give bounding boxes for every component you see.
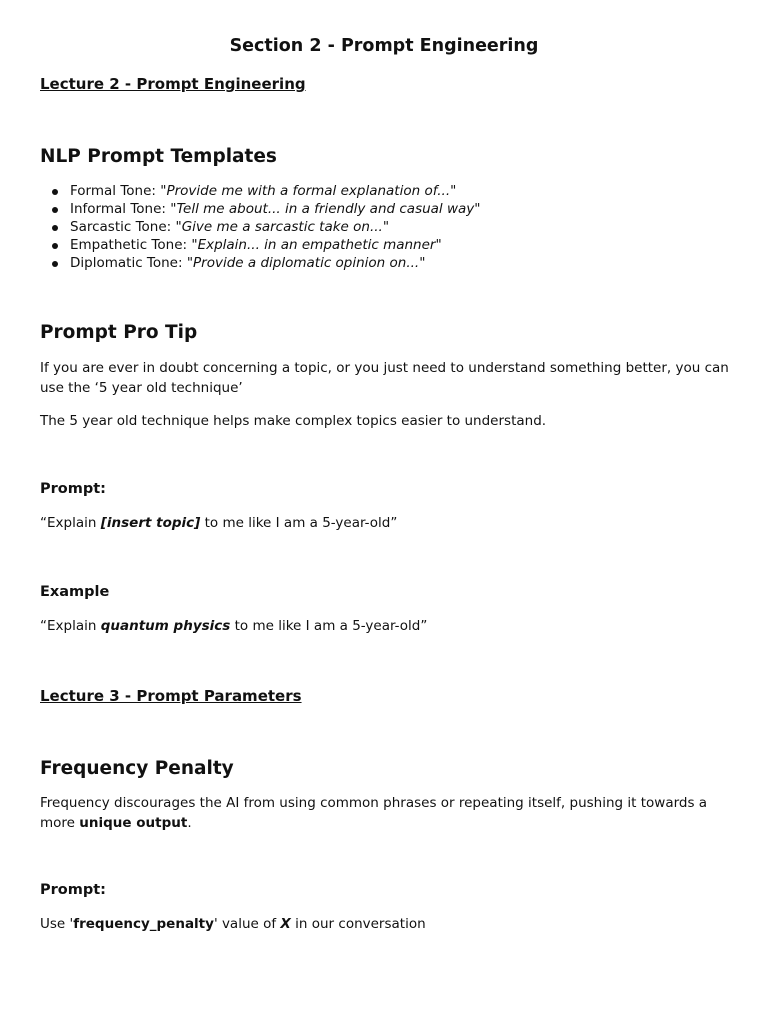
bullet-icon: [52, 225, 58, 231]
bullet-icon: [52, 207, 58, 213]
example-text: [40, 617, 740, 637]
tone-example: "Give me a sarcastic take on...": [175, 219, 390, 235]
prompt-text: [40, 514, 740, 534]
pro-tip-paragraph: If you are ever in doubt concerning a topic, or you just need to understand something better, you can use the ‘5 year old technique’: [40, 360, 729, 396]
lecture-3-heading: Lecture 3 - Prompt Parameters: [40, 687, 302, 705]
frequency-description-start: Frequency discourages the AI from using common phrases or repeating itself, pushing it towards a more: [40, 795, 708, 831]
list-item: [40, 254, 480, 272]
list-item: [40, 200, 480, 218]
tone-example: "Provide me with a formal explanation of...": [160, 183, 457, 199]
bullet-icon: [52, 261, 58, 267]
list-item: [40, 236, 480, 254]
tone-label: Diplomatic Tone:: [70, 255, 187, 271]
prompt-text-end: to me like I am a 5-year-old”: [200, 515, 398, 531]
nlp-templates-heading: NLP Prompt Templates: [40, 146, 277, 167]
lecture-2-heading: Lecture 2 - Prompt Engineering: [40, 75, 306, 93]
document-title: Section 2 - Prompt Engineering: [229, 36, 539, 56]
frequency-prompt-text: [40, 915, 740, 935]
example-label: Example: [40, 584, 110, 600]
tone-example: "Provide a diplomatic opinion on...": [186, 255, 426, 271]
frequency-prompt-label: Prompt:: [40, 882, 106, 898]
frequency-param-name: frequency_penalty: [73, 916, 214, 932]
bullet-icon: [52, 243, 58, 249]
example-topic: quantum physics: [100, 618, 231, 634]
tone-label: Informal Tone:: [70, 201, 171, 217]
frequency-penalty-heading: Frequency Penalty: [40, 758, 234, 779]
tone-label: Empathetic Tone:: [70, 237, 192, 253]
technique-paragraph: The 5 year old technique helps make complex topics easier to understand.: [40, 413, 547, 429]
prompt-label: Prompt:: [40, 481, 106, 497]
frequency-variable: X: [280, 916, 291, 932]
tone-example: "Explain... in an empathetic manner": [191, 237, 442, 253]
frequency-description-end: .: [187, 814, 192, 831]
prompt-placeholder: [insert topic]: [100, 515, 201, 531]
frequency-description: [40, 794, 740, 833]
tone-label: Sarcastic Tone:: [70, 219, 176, 235]
prompt-text-start: “Explain: [40, 515, 101, 531]
frequency-prompt-end: in our conversation: [290, 916, 426, 932]
tone-example: "Tell me about... in a friendly and casual way": [170, 201, 481, 217]
frequency-prompt-start: Use ': [40, 916, 74, 932]
frequency-emphasis: unique output: [79, 814, 188, 831]
list-item: [40, 218, 480, 236]
tone-list: [40, 182, 480, 272]
pro-tip-heading: Prompt Pro Tip: [40, 322, 198, 343]
example-text-end: to me like I am a 5-year-old”: [230, 618, 428, 634]
bullet-icon: [52, 189, 58, 195]
list-item: [40, 182, 480, 200]
example-text-start: “Explain: [40, 618, 101, 634]
tone-label: Formal Tone:: [70, 183, 161, 199]
frequency-prompt-middle: ' value of: [213, 916, 281, 932]
